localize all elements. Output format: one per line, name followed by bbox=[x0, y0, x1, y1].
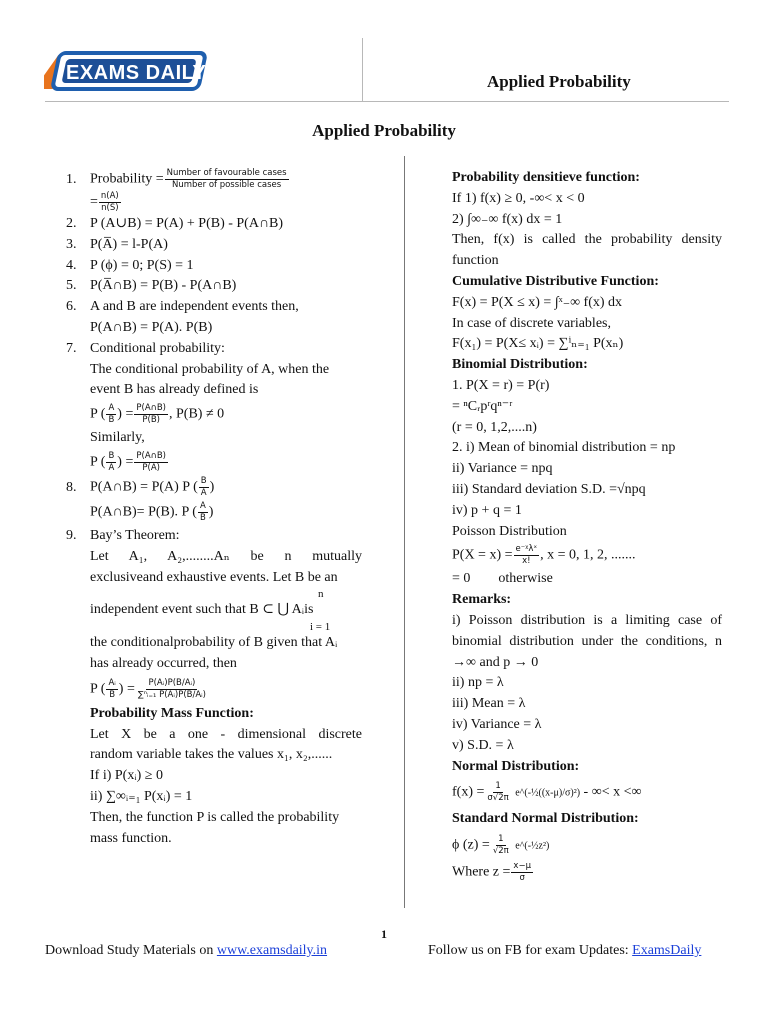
formula-text: - ∞< x <∞ bbox=[583, 785, 642, 801]
binomial-line4: 2. i) Mean of binomial distribution = np bbox=[452, 440, 676, 456]
item-1 bbox=[66, 168, 362, 191]
numerator: 1 bbox=[498, 833, 504, 844]
item-number: 2. bbox=[66, 216, 77, 231]
item-8-line2: P(A∩B)= P(B). P ( $\frac{A}{B}$ ) bbox=[90, 500, 214, 523]
equals: = bbox=[90, 194, 98, 210]
remarks-title: Remarks: bbox=[452, 592, 512, 608]
item-text: P (A∪B) = P(A) + P(B) - P(A∩B) bbox=[90, 216, 284, 231]
item-number: 4. bbox=[66, 257, 77, 273]
pmf-line1: Let X be a one - dimensional discrete bbox=[90, 726, 362, 742]
page-number: 1 bbox=[381, 927, 387, 941]
item-text: P(A̅∩B) = P(B) - P(A∩B) bbox=[90, 278, 237, 294]
fraction bbox=[485, 781, 510, 804]
item-number: 1. bbox=[66, 171, 77, 187]
numerator: Number of favourable cases bbox=[166, 168, 287, 178]
numerator: B bbox=[108, 450, 115, 461]
bayes-formula: P ( $\frac{\text{Aᵢ}}{B}$ ) = $\frac{\text{P(Aᵢ)P(B/Aᵢ)}}{\text{∑ⁿᵢ₌₁ P(Aᵢ)P(B/Aᵢ)}}$ bbox=[90, 677, 206, 700]
std-normal-formula bbox=[452, 834, 722, 858]
item-9-line3: exclusiveand exhaustive events. Let B be an bbox=[90, 569, 338, 585]
denominator: √2π bbox=[492, 845, 509, 856]
poisson-line2: = 0 otherwise bbox=[452, 571, 553, 587]
exponent: e^(-½z²) bbox=[515, 840, 550, 852]
formula-text: ϕ (z) = bbox=[452, 837, 490, 853]
fraction bbox=[136, 678, 208, 701]
remarks-line6: iv) Variance = λ bbox=[452, 716, 542, 732]
binomial-line7: iv) p + q = 1 bbox=[452, 502, 522, 518]
equals: = bbox=[126, 681, 135, 697]
header-title: Applied Probability bbox=[487, 72, 631, 91]
pmf-line5: Then, the function P is called the probability bbox=[90, 809, 340, 825]
normal-title: Normal Distribution: bbox=[452, 758, 580, 774]
denominator: P(A) bbox=[142, 462, 160, 473]
fraction bbox=[99, 191, 121, 214]
remarks-line4: ii) np = λ bbox=[452, 675, 504, 691]
denominator: B bbox=[109, 689, 116, 700]
item-7-line3: event B has already defined is bbox=[90, 382, 259, 398]
page-title: Applied Probability bbox=[312, 121, 456, 140]
remarks-line5: iii) Mean = λ bbox=[452, 696, 526, 712]
exponent: e^(-½((x-μ)/σ)²) bbox=[515, 788, 581, 800]
denominator: σ bbox=[519, 873, 525, 884]
footer-left bbox=[45, 943, 327, 959]
item-text: P (ϕ) = 0; P(S) = 1 bbox=[90, 257, 194, 273]
item-6b: P(A∩B) = P(A). P(B) bbox=[90, 319, 213, 335]
binomial-line1: 1. P(X = r) = P(r) bbox=[452, 377, 550, 393]
equals: = bbox=[125, 406, 134, 422]
denominator: P(B) bbox=[142, 415, 160, 426]
equals: = bbox=[125, 454, 134, 470]
fraction bbox=[511, 861, 533, 884]
facebook-page-link[interactable]: ExamsDaily bbox=[632, 943, 702, 958]
denominator: n(S) bbox=[101, 203, 119, 213]
item-6 bbox=[66, 297, 362, 318]
footer-left-text: Download Study Materials on bbox=[45, 943, 217, 958]
numerator: A bbox=[199, 500, 206, 511]
item-text: P(A̅) = l-P(A) bbox=[90, 236, 168, 252]
column-divider bbox=[404, 156, 405, 908]
item-number: 6. bbox=[66, 299, 77, 315]
normal-formula bbox=[452, 781, 722, 805]
item-9-union-top: n bbox=[318, 588, 324, 601]
fraction bbox=[134, 451, 168, 474]
cdf-line3: F(x₁) = P(X≤ xᵢ) = ∑ⁱₙ₌₁ P(xₙ) bbox=[452, 336, 624, 352]
denominator: B bbox=[199, 512, 206, 523]
remarks-line2: binomial distribution under the conditions, n bbox=[452, 633, 722, 649]
fraction bbox=[134, 403, 168, 426]
item-7-similarly: Similarly, bbox=[90, 430, 145, 446]
denominator: B bbox=[108, 415, 115, 426]
fraction bbox=[106, 451, 116, 474]
numerator: P(Aᵢ)P(B/Aᵢ) bbox=[148, 677, 196, 688]
pdf-line4: function bbox=[452, 253, 499, 269]
item-number: 8. bbox=[66, 479, 77, 495]
numerator: n(A) bbox=[100, 191, 119, 201]
pdf-title: Probability densitieve function: bbox=[452, 170, 640, 185]
fraction bbox=[198, 501, 208, 524]
denominator: Number of possible cases bbox=[171, 180, 282, 190]
item-text: Bay’s Theorem: bbox=[90, 527, 180, 543]
item-4 bbox=[66, 256, 362, 277]
remarks-line3: →∞ and p → 0 bbox=[452, 654, 539, 670]
item-9-line5: the conditionalprobability of B given that Aᵢ bbox=[90, 635, 338, 651]
remarks-line1: i) Poisson distribution is a limiting case of bbox=[452, 612, 722, 628]
numerator: A bbox=[108, 403, 115, 414]
fraction bbox=[106, 403, 116, 426]
pmf-title: Probability Mass Function: bbox=[90, 705, 254, 721]
pdf-line2: 2) ∫∞₋∞ f(x) dx = 1 bbox=[452, 211, 563, 227]
left-column bbox=[66, 168, 362, 849]
binomial-line5: ii) Variance = npq bbox=[452, 461, 553, 477]
formula-text: P bbox=[90, 681, 98, 697]
formula-text: f(x) = bbox=[452, 785, 485, 801]
item-9-line4: independent event such that B ⊂ ⋃ Aᵢis bbox=[90, 602, 314, 618]
fraction bbox=[165, 168, 289, 191]
numerator: e⁻ᵡλˣ bbox=[515, 544, 538, 555]
numerator: Aᵢ bbox=[108, 677, 116, 688]
pmf-line4: ii) ∑∞ᵢ₌₁ P(xᵢ) = 1 bbox=[90, 788, 193, 804]
denominator: x! bbox=[522, 556, 531, 567]
item-number: 7. bbox=[66, 340, 77, 356]
formula-text: P(A∩B) = P(A) P bbox=[90, 479, 190, 495]
item-5 bbox=[66, 276, 362, 297]
denominator: ∑ⁿᵢ₌₁ P(Aᵢ)P(B/Aᵢ) bbox=[137, 689, 206, 700]
item-9 bbox=[66, 526, 362, 547]
header-rule bbox=[45, 101, 729, 102]
cdf-title: Cumulative Distributive Function: bbox=[452, 273, 659, 289]
item-9-line2: Let A₁, A₂,........Aₙ be n mutually bbox=[90, 548, 362, 564]
formula-text: , x = 0, 1, 2, ....... bbox=[540, 548, 636, 564]
item-7 bbox=[66, 339, 362, 360]
fraction bbox=[491, 834, 511, 857]
binomial-line2: = ⁿCᵣpʳqⁿ⁻ʳ bbox=[452, 398, 513, 414]
item-number: 5. bbox=[66, 278, 77, 294]
cdf-line1: F(x) = P(X ≤ x) = ∫ˣ₋∞ f(x) dx bbox=[452, 294, 623, 310]
item-1b bbox=[66, 191, 362, 214]
formula-text: P bbox=[90, 454, 98, 470]
examsdaily-site-link[interactable]: www.examsdaily.in bbox=[216, 943, 328, 958]
fraction bbox=[514, 544, 540, 567]
formula-text: , P(B) ≠ 0 bbox=[169, 406, 225, 422]
item-text: Probability = bbox=[90, 171, 164, 187]
fraction bbox=[106, 678, 117, 701]
item-8: 8. P(A∩B) = P(A) P ( $\frac{B}{A}$ ) bbox=[66, 475, 215, 498]
numerator: P(A∩B) bbox=[136, 403, 167, 414]
formula-text: P bbox=[90, 406, 98, 422]
std-normal-where bbox=[452, 861, 722, 884]
item-7-line2: The conditional probability of A, when the bbox=[90, 361, 330, 377]
pmf-line6: mass function. bbox=[90, 830, 172, 846]
item-3 bbox=[66, 235, 362, 256]
numerator: 1 bbox=[495, 781, 501, 792]
fraction bbox=[199, 476, 209, 499]
item-9-union-bottom: i = 1 bbox=[310, 621, 331, 634]
pdf-line1: If 1) f(x) ≥ 0, -∞< x < 0 bbox=[452, 190, 585, 206]
poisson-formula bbox=[452, 544, 722, 567]
pmf-line2: random variable takes the values x₁, x₂,...... bbox=[90, 747, 333, 763]
cdf-line2: In case of discrete variables, bbox=[452, 315, 611, 331]
pmf-line3: If i) P(xᵢ) ≥ 0 bbox=[90, 768, 163, 784]
denominator: σ√2π bbox=[487, 793, 509, 804]
right-column bbox=[452, 168, 722, 884]
footer-right bbox=[428, 943, 701, 959]
binomial-line3: (r = 0, 1,2,....n) bbox=[452, 419, 537, 435]
item-number: 9. bbox=[66, 527, 77, 543]
logo-text: EXAMS DAILY bbox=[66, 62, 207, 84]
binomial-title: Binomial Distribution: bbox=[452, 357, 588, 373]
item-text: Conditional probability: bbox=[90, 340, 225, 356]
formula-text: P(A∩B)= P(B). P bbox=[90, 504, 189, 520]
item-2 bbox=[66, 214, 362, 235]
item-text: A and B are independent events then, bbox=[90, 299, 299, 315]
formula-text: Where z = bbox=[452, 864, 511, 880]
item-7-formula2: P ( $\frac{B}{A}$ ) = $\frac{P(A\cap B)}{P(A)}$ bbox=[90, 450, 167, 473]
denominator: A bbox=[200, 487, 207, 498]
poisson-title: Poisson Distribution bbox=[452, 523, 567, 539]
std-normal-title: Standard Normal Distribution: bbox=[452, 810, 639, 826]
numerator: P(A∩B) bbox=[136, 450, 167, 461]
numerator: B bbox=[200, 475, 207, 486]
denominator: A bbox=[108, 462, 115, 473]
examsdaily-logo[interactable] bbox=[44, 49, 220, 97]
header-divider bbox=[362, 38, 363, 101]
numerator: x−μ bbox=[513, 861, 531, 872]
item-9-line6: has already occurred, then bbox=[90, 655, 237, 671]
remarks-line7: v) S.D. = λ bbox=[452, 737, 514, 753]
pdf-line3: Then, f(x) is called the probability density bbox=[452, 232, 722, 248]
footer-right-text: Follow us on FB for exam Updates: bbox=[428, 943, 633, 958]
formula-text: P(X = x) = bbox=[452, 548, 513, 564]
item-7-formula1: P ( $\frac{A}{B}$ ) = $\frac{P(A\cap B)}{P(B)}$ , P(B) ≠ 0 bbox=[90, 403, 225, 426]
item-number: 3. bbox=[66, 236, 77, 252]
binomial-line6: iii) Standard deviation S.D. =√npq bbox=[452, 481, 646, 497]
